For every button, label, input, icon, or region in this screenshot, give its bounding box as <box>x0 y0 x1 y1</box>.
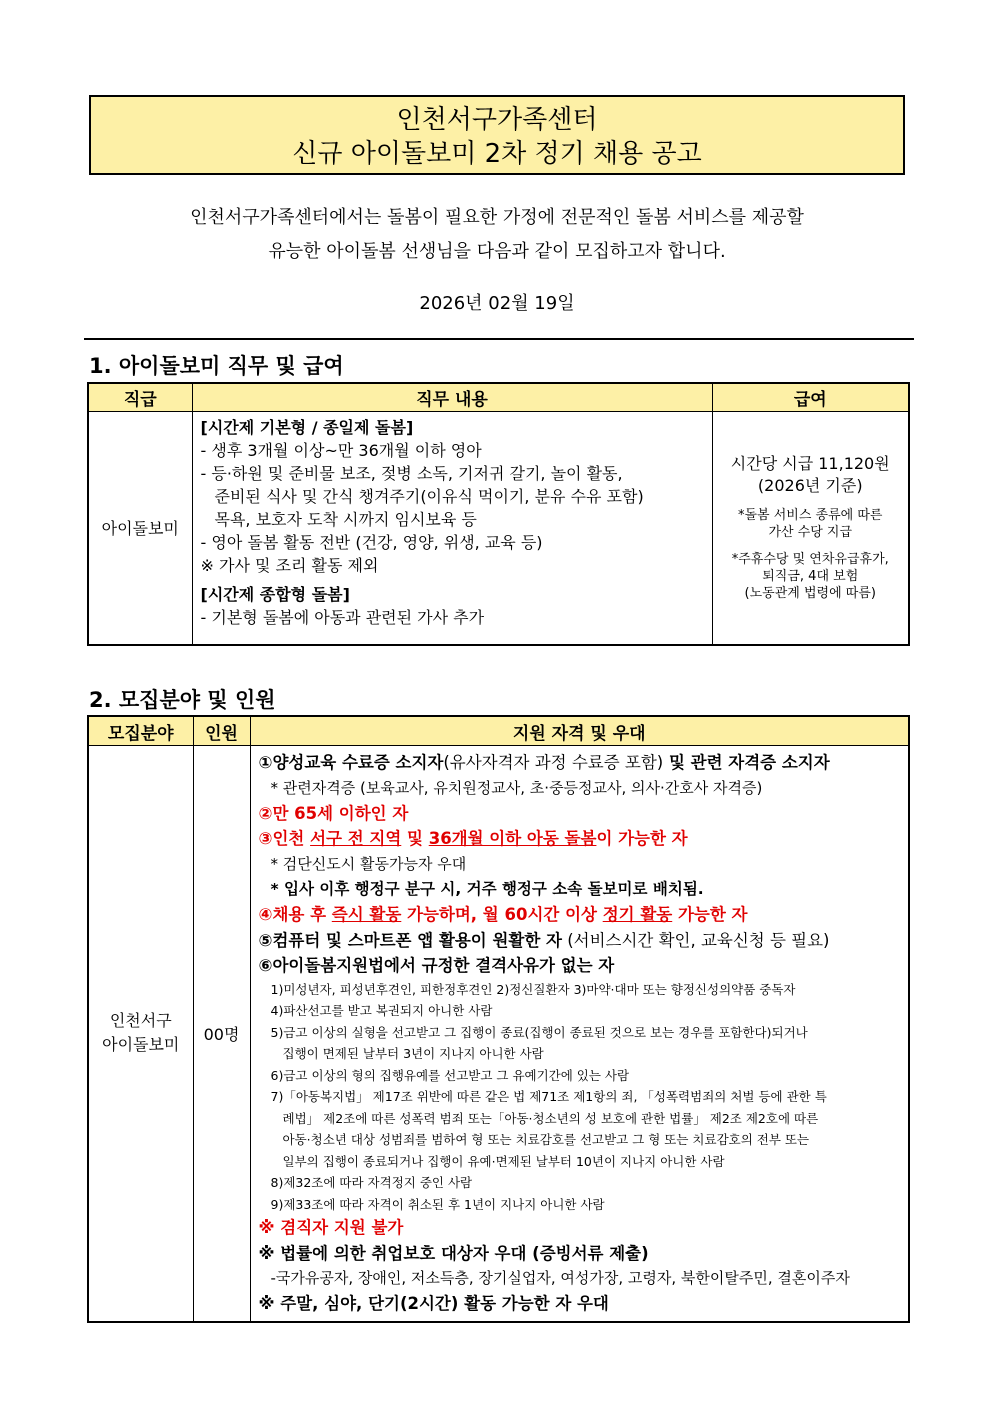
preference-2: ※ 주말, 심야, 단기(2시간) 활동 가능한 자 우대 <box>258 1294 609 1313</box>
pay-cell <box>712 412 909 645</box>
field-line-2: 아이돌보미 <box>102 1035 180 1055</box>
duty-line: - 기본형 돌봄에 아동과 관련된 가사 추가 <box>200 608 485 627</box>
header-duties: 직무 내용 <box>192 383 712 412</box>
title-line-1: 인천서구가족센터 <box>396 105 598 135</box>
qualification-1-note: * 관련자격증 (보육교사, 유치원정교사, 초·중등정교사, 의사·간호사 자격증) <box>270 778 763 797</box>
header-rank: 직급 <box>88 383 192 412</box>
duty-line: - 등·하원 및 준비물 보조, 젖병 소독, 기저귀 갈기, 놀이 활동, <box>200 464 623 483</box>
wage-basis: (2026년 기준) <box>757 476 863 496</box>
duty-line: 준비된 식사 및 간식 챙겨주기(이유식 먹이기, 분유 수유 포함) <box>214 487 644 506</box>
field-cell <box>88 746 193 1322</box>
header-qualifications: 지원 자격 및 우대 <box>250 716 909 746</box>
disqualification-item: 집행이 면제된 날부터 3년이 지나지 아니한 사람 <box>282 1046 544 1061</box>
duty-line: 목욕, 보호자 도착 시까지 임시보육 등 <box>214 510 477 529</box>
header-count: 인원 <box>193 716 250 746</box>
section-1-heading: 1. 아이돌보미 직무 및 급여 <box>89 354 344 378</box>
hourly-wage: 시간당 시급 11,120원 <box>730 454 890 474</box>
combined-care-title: [시간제 종합형 돌봄] <box>200 585 350 604</box>
disqualification-item: 7)「아동복지법」 제17조 위반에 따른 같은 법 제71조 제1항의 죄, 「성폭력범죄의 처벌 등에 관한 특 <box>270 1089 827 1104</box>
qualification-3-note-1: * 검단신도시 활동가능자 우대 <box>270 854 467 873</box>
intro-line-1: 인천서구가족센터에서는 돌봄이 필요한 가정에 전문적인 돌봄 서비스를 제공할 <box>190 207 804 228</box>
title-box <box>89 95 905 175</box>
disqualification-item: 4)파산선고를 받고 복권되지 아니한 사람 <box>270 1003 493 1018</box>
qualifications-cell <box>250 746 909 1322</box>
duty-line: - 생후 3개월 이상~만 36개월 이하 영아 <box>200 441 482 460</box>
qualification-1: ①양성교육 수료증 소지자(유사자격자 과정 수료증 포함) 및 관련 자격증 소지자 <box>258 753 830 772</box>
duty-line: ※ 가사 및 조리 활동 제외 <box>200 556 379 575</box>
field-line-1: 인천서구 <box>109 1011 172 1031</box>
pay-note: 퇴직금, 4대 보험 <box>762 569 859 585</box>
count-cell: 00명 <box>193 746 250 1322</box>
duty-line: - 영아 돌봄 활동 전반 (건강, 영양, 위생, 교육 등) <box>200 533 543 552</box>
qualification-4: ④채용 후 즉시 활동 가능하며, 월 60시간 이상 정기 활동 가능한 자 <box>258 905 748 924</box>
announcement-date: 2026년 02월 19일 <box>419 293 575 314</box>
disqualification-item: 일부의 집행이 종료되거나 집행이 유예·면제된 날부터 10년이 지나지 아니한 사람 <box>282 1153 725 1169</box>
disqualification-item: 9)제33조에 따라 자격이 취소된 후 1년이 지나지 아니한 사람 <box>270 1196 605 1212</box>
duty-table <box>87 382 910 646</box>
header-field: 모집분야 <box>88 716 193 746</box>
preference-1: ※ 법률에 의한 취업보호 대상자 우대 (증빙서류 제출) <box>258 1243 649 1263</box>
disqualification-item: 5)금고 이상의 실형을 선고받고 그 집행이 종료(집행이 종료된 것으로 보는 경우를 포함한다)되거나 <box>270 1024 808 1040</box>
qualification-3: ③인천 서구 전 지역 및 36개월 이하 아동 돌봄이 가능한 자 <box>258 829 688 848</box>
recruit-table <box>87 715 910 1323</box>
qualification-5: ⑤컴퓨터 및 스마트폰 앱 활용이 원활한 자 (서비스시간 확인, 교육신청 등 필요) <box>258 930 830 950</box>
rank-cell: 아이돌보미 <box>88 412 192 645</box>
pay-note: *주휴수당 및 연차유급휴가, <box>731 552 889 568</box>
header-pay: 급여 <box>712 383 909 412</box>
pay-note: (노동관계 법령에 따름) <box>744 586 876 602</box>
qualification-6: ⑥아이돌봄지원법에서 규정한 결격사유가 없는 자 <box>258 956 615 975</box>
qualification-2: ②만 65세 이하인 자 <box>258 803 409 823</box>
disqualification-item: 아동·청소년 대상 성범죄를 범하여 형 또는 치료감호를 선고받고 그 형 또는 치료감호의 전부 또는 <box>282 1132 810 1147</box>
intro-line-2: 유능한 아이돌봄 선생님을 다음과 같이 모집하고자 합니다. <box>268 241 726 262</box>
duties-cell <box>192 412 712 645</box>
title-line-2: 신규 아이돌보미 2차 정기 채용 공고 <box>292 139 702 169</box>
preference-1-detail: -국가유공자, 장애인, 저소득층, 장기실업자, 여성가장, 고령자, 북한이탈주민, 결혼이주자 <box>270 1269 850 1287</box>
disqualification-item: 례법」 제2조에 따른 성폭력 범죄 또는「아동·청소년의 성 보호에 관한 법률」 제2조 제2호에 따른 <box>282 1110 819 1126</box>
divider <box>84 338 914 340</box>
qualification-3-note-2: * 입사 이후 행정구 분구 시, 거주 행정구 소속 돌보미로 배치됨. <box>270 879 704 898</box>
basic-care-title: [시간제 기본형 / 종일제 돌봄] <box>200 418 414 437</box>
section-2-heading: 2. 모집분야 및 인원 <box>89 688 276 712</box>
disqualification-item: 6)금고 이상의 형의 집행유예를 선고받고 그 유예기간에 있는 사람 <box>270 1067 630 1083</box>
disqualification-item: 1)미성년자, 피성년후견인, 피한정후견인 2)정신질환자 3)마약·대마 또는 향정신성의약품 중독자 <box>270 981 796 997</box>
disqualification-item: 8)제32조에 따라 자격정지 중인 사람 <box>270 1175 473 1190</box>
no-dual-employment: ※ 겸직자 지원 불가 <box>258 1218 404 1237</box>
pay-note: *돌봄 서비스 종류에 따른 <box>738 508 883 524</box>
pay-note: 가산 수당 지급 <box>768 525 853 541</box>
